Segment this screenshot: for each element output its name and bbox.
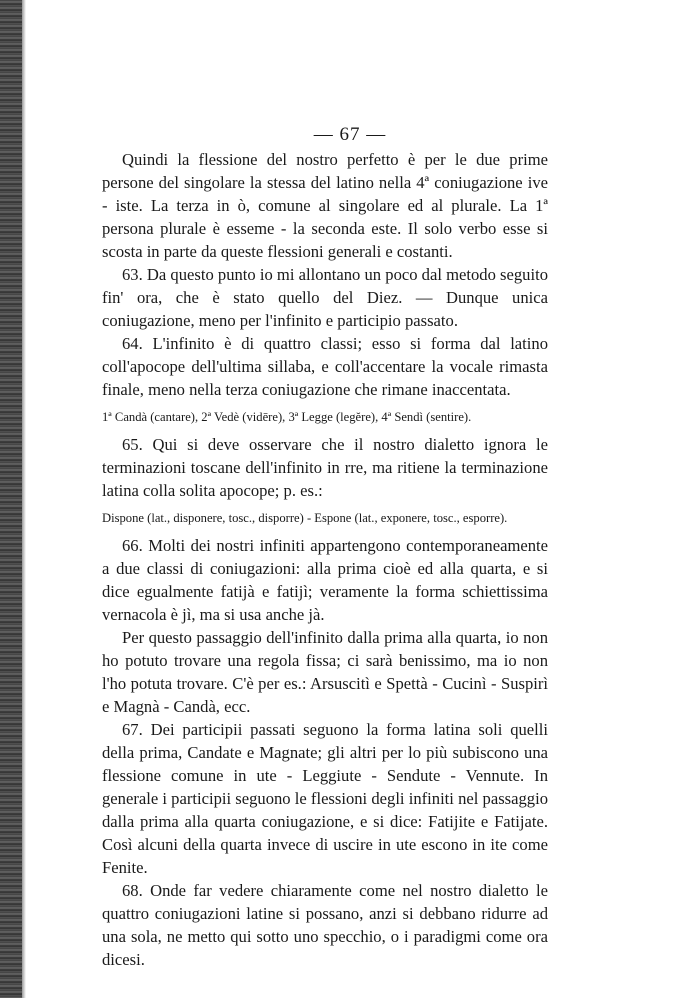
binding-shadow: [22, 0, 26, 998]
example-infinitive-classes: 1ª Candà (cantare), 2ª Vedè (vidēre), 3ª Legge (legĕre), 4ª Sendì (sentire).: [102, 410, 472, 424]
example-dispone-espone: Dispone (lat., disponere, tosc., disporre) - Espone (lat., exponere, tosc., esporre).: [102, 511, 508, 525]
paragraph-67: 67. Dei participii passati seguono la forma latina soli quelli della prima, Candate e Magnate; gli altri per lo più subiscono una flessione comune in ute - Leggiute - Sendute - Vennute. In generale i participii seguono le flessioni degli infiniti nel passaggio dalla prima alla quarta coniugazione, e si dice: Fatijite e Fatijate. Così alcuni della quarta invece di uscire in ute escono in ite come Fenite.: [102, 720, 548, 877]
paragraph-65: 65. Qui si deve osservare che il nostro dialetto ignora le terminazioni toscane dell'infinito in rre, ma ritiene la terminazione latina colla solita apocope; p. es.:: [102, 435, 548, 500]
paragraph-perfetto: Quindi la flessione del nostro perfetto è per le due prime persone del singolare la stessa del latino nella 4ª coniugazione ive - iste. La terza in ò, comune al singolare ed al plurale. La 1ª persona plurale è esseme - la seconda este. Il solo verbo esse si scosta in parte da queste flessioni generali e costanti.: [102, 150, 548, 261]
paragraph-63: 63. Da questo punto io mi allontano un poco dal metodo seguito fin' ora, che è stato quello del Diez. — Dunque unica coniugazione, meno per l'infinito e participio passato.: [102, 265, 548, 330]
paragraph-68: 68. Onde far vedere chiaramente come nel nostro dialetto le quattro coniugazioni latine si possano, anzi si debbano ridurre ad una sola, ne metto qui sotto uno specchio, o i paradigmi come ora dicesi.: [102, 881, 548, 969]
text-body: [102, 148, 548, 971]
paragraph-passaggio: Per questo passaggio dell'infinito dalla prima alla quarta, io non ho potuto trovare una regola fissa; ci sarà benissimo, ma io non l'ho potuta trovare. C'è per es.: Arsuscitì e Spettà - Cucinì - Suspirì e Magnà - Candà, ecc.: [102, 628, 548, 716]
paragraph-64: 64. L'infinito è di quattro classi; esso si forma dal latino coll'apocope dell'ultima sillaba, e coll'accentare la vocale rimasta finale, meno nella terza coniugazione che rimane inaccentata.: [102, 334, 548, 399]
book-binding-edge: [0, 0, 22, 998]
paragraph-66: 66. Molti dei nostri infiniti appartengono contemporaneamente a due classi di coniugazioni: alla prima cioè ed alla quarta, e si dice egualmente fatijà e fatijì; veramente la forma schiettissima vernacola è jì, ma si usa anche jà.: [102, 536, 548, 624]
page-number: — 67 —: [313, 124, 387, 145]
